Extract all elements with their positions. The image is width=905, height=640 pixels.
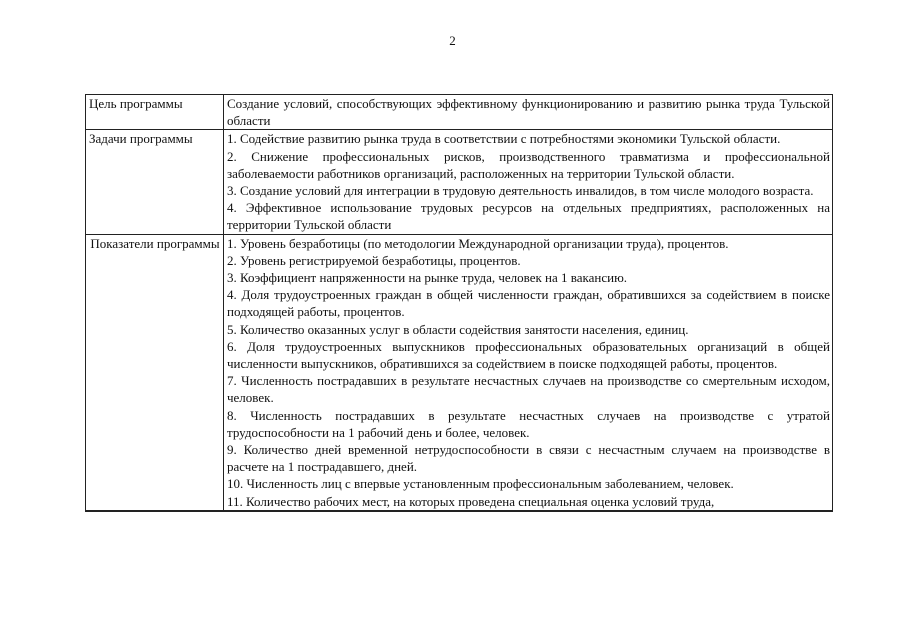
row-label-indicators: Показатели программы xyxy=(86,234,224,511)
task-item: 1. Содействие развитию рынка труда в соответствии с потребностями экономики Тульской области. xyxy=(227,131,781,147)
table-row-goal xyxy=(86,95,833,130)
goal-text: Создание условий, способствующих эффективному функционированию и развитию рынка труда Тульской области xyxy=(227,96,830,129)
row-content-goal xyxy=(224,95,833,130)
task-item: 3. Создание условий для интеграции в трудовую деятельность инвалидов, в том числе молодого возраста. xyxy=(227,183,814,199)
indicator-item: 4. Доля трудоустроенных граждан в общей численности граждан, обратившихся за содействием в поиске подходящей работы, процентов. xyxy=(227,287,830,320)
indicator-item: 3. Коэффициент напряженности на рынке труда, человек на 1 вакансию. xyxy=(227,270,628,286)
table-row-indicators xyxy=(86,234,833,511)
indicator-item: 7. Численность пострадавших в результате несчастных случаев на производстве со смертельным исходом, человек. xyxy=(227,373,830,406)
indicator-item: 2. Уровень регистрируемой безработицы, процентов. xyxy=(227,252,521,268)
indicator-item: 8. Численность пострадавших в результате несчастных случаев на производстве с утратой трудоспособности на 1 рабочий день и более, человек. xyxy=(227,407,830,440)
indicator-item: 11. Количество рабочих мест, на которых проведена специальная оценка условий труда, xyxy=(227,493,715,509)
row-content-tasks xyxy=(224,130,833,234)
indicator-item: 10. Численность лиц с впервые установленным профессиональным заболеванием, человек. xyxy=(227,476,734,492)
page-number: 2 xyxy=(449,33,456,48)
indicator-item: 9. Количество дней временной нетрудоспособности в связи с несчастным случаем на производстве в расчете на 1 пострадавшего, дней. xyxy=(227,442,830,475)
task-item: 2. Снижение профессиональных рисков, производственного травматизма и профессиональной заболеваемости работников организаций, расположенных на территории Тульской области. xyxy=(227,148,830,181)
indicator-item: 6. Доля трудоустроенных выпускников профессиональных образовательных организаций в общей численности выпускников, обратившихся за содействием в поиске подходящей работы, процентов. xyxy=(227,338,830,372)
program-passport-table xyxy=(85,94,833,512)
row-label-tasks: Задачи программы xyxy=(86,130,224,234)
row-content-indicators xyxy=(224,234,833,511)
indicator-item: 5. Количество оказанных услуг в области содействия занятости населения, единиц. xyxy=(227,321,689,337)
table-row-tasks xyxy=(86,130,833,234)
task-item: 4. Эффективное использование трудовых ресурсов на отдельных предприятиях, расположенных на территории Тульской области xyxy=(227,200,830,233)
indicator-item: 1. Уровень безработицы (по методологии Международной организации труда), процентов. xyxy=(227,235,729,251)
row-label-goal: Цель программы xyxy=(86,95,224,130)
